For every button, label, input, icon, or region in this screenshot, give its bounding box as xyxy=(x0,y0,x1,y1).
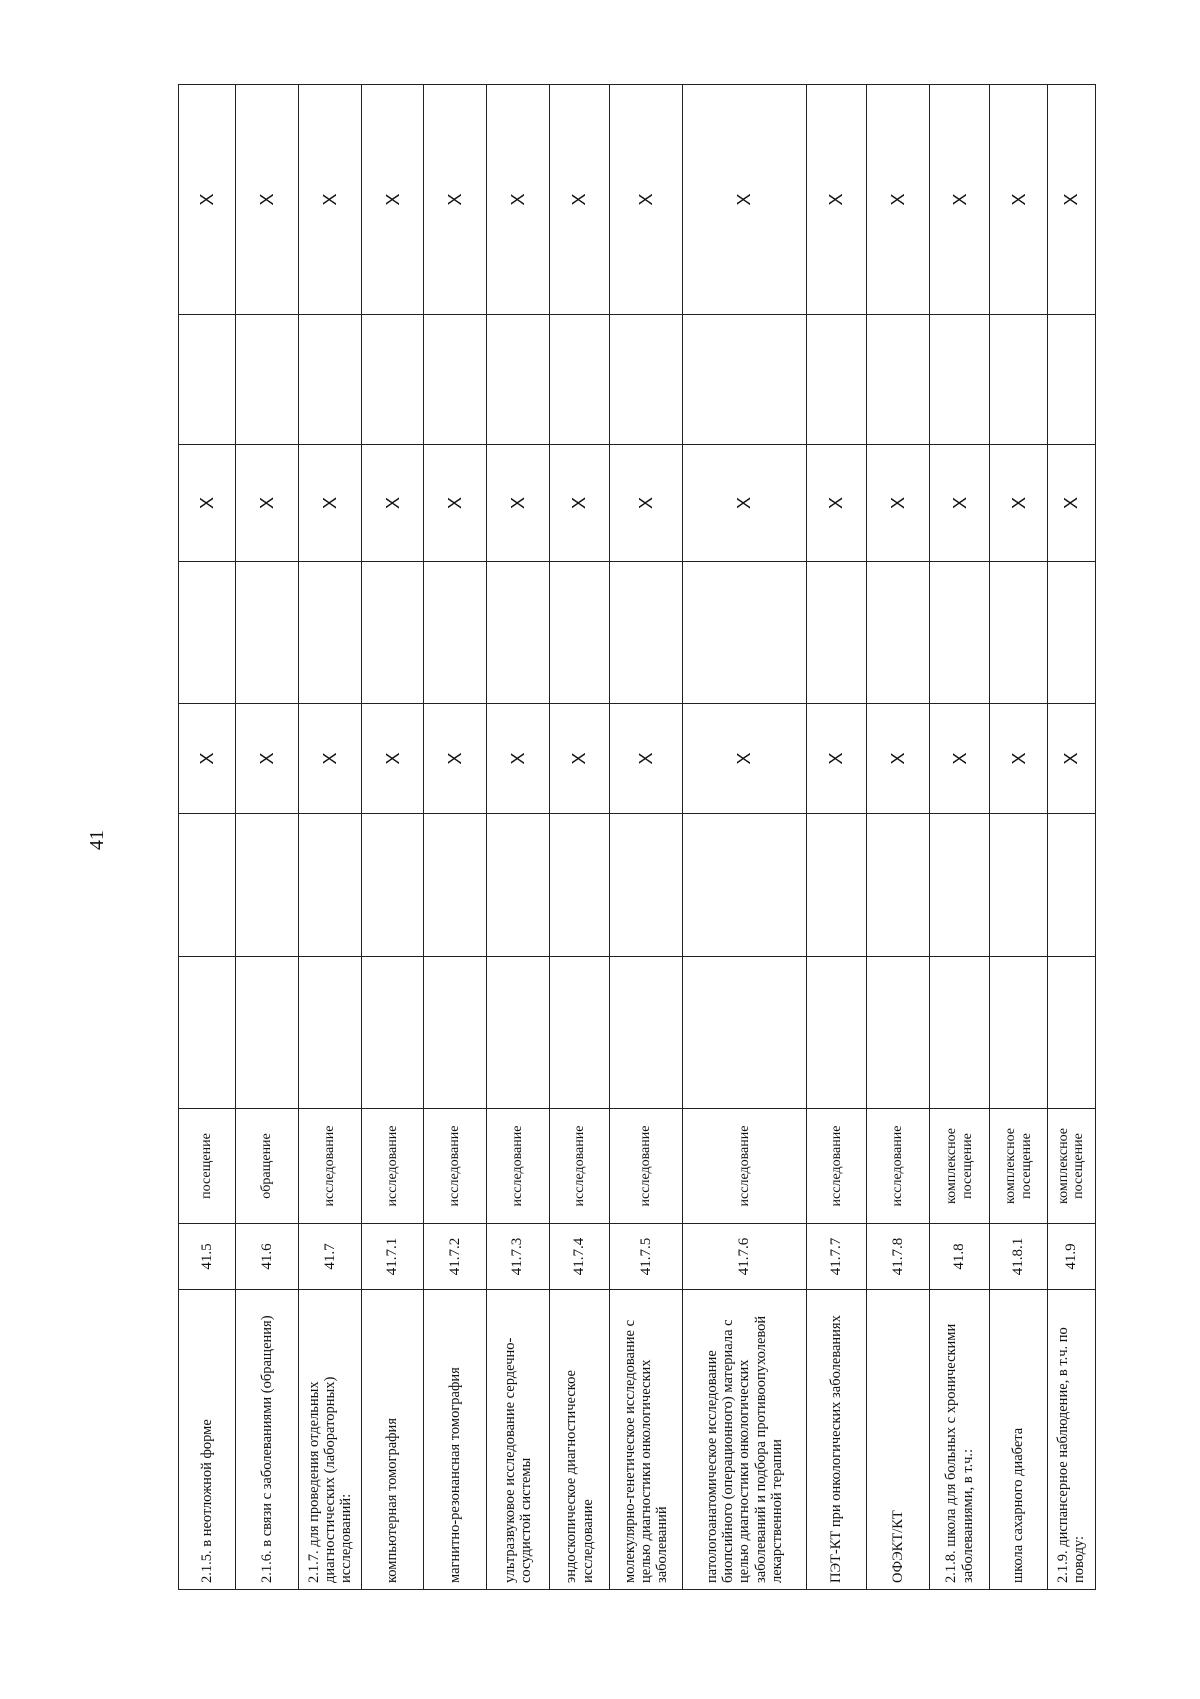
table-row xyxy=(179,85,236,1590)
cell-mark: X xyxy=(929,445,990,562)
cell-mark: X xyxy=(610,445,683,562)
row-code: 41.7.5 xyxy=(610,1224,683,1290)
cell-mark: X xyxy=(990,85,1047,315)
cell-mark xyxy=(549,315,610,445)
row-name: 2.1.9. диспансерное наблюдение, в т.ч. по поводу: xyxy=(1047,1290,1095,1590)
cell-mark: X xyxy=(361,445,424,562)
row-unit: исследование xyxy=(549,1109,610,1224)
table-rotated-wrapper xyxy=(178,85,1096,1590)
row-unit: комплексное посещение xyxy=(1047,1109,1095,1224)
table-row xyxy=(867,85,930,1590)
cell-mark: X xyxy=(549,85,610,315)
table-row xyxy=(299,85,362,1590)
row-name: магнитно-резонансная томография xyxy=(424,1290,487,1590)
cell-mark: X xyxy=(549,445,610,562)
cell-mark: X xyxy=(683,85,806,315)
cell-mark xyxy=(299,315,362,445)
row-unit: посещение xyxy=(179,1109,236,1224)
row-name: 2.1.6. в связи с заболеваниями (обращения) xyxy=(236,1290,299,1590)
table-body xyxy=(179,85,1096,1590)
table-row xyxy=(424,85,487,1590)
cell-mark xyxy=(487,315,550,445)
cell-mark: X xyxy=(487,445,550,562)
row-unit: исследование xyxy=(361,1109,424,1224)
table-row xyxy=(806,85,867,1590)
row-unit: комплексное посещение xyxy=(929,1109,990,1224)
cell-mark: X xyxy=(1047,85,1095,315)
cell-mark xyxy=(806,957,867,1109)
cell-mark xyxy=(1047,957,1095,1109)
cell-mark xyxy=(867,562,930,704)
cell-mark: X xyxy=(299,445,362,562)
cell-mark xyxy=(683,315,806,445)
row-name: компьютерная томография xyxy=(361,1290,424,1590)
cell-mark xyxy=(683,814,806,957)
cell-mark: X xyxy=(549,704,610,814)
cell-mark xyxy=(1047,315,1095,445)
row-unit: исследование xyxy=(424,1109,487,1224)
cell-mark xyxy=(361,315,424,445)
row-name: 2.1.8. школа для больных с хроническими заболеваниями, в т.ч.: xyxy=(929,1290,990,1590)
row-unit: исследование xyxy=(487,1109,550,1224)
cell-mark xyxy=(487,957,550,1109)
cell-mark xyxy=(990,315,1047,445)
cell-mark: X xyxy=(487,85,550,315)
cell-mark: X xyxy=(929,85,990,315)
row-code: 41.7.7 xyxy=(806,1224,867,1290)
cell-mark: X xyxy=(683,445,806,562)
row-unit: исследование xyxy=(299,1109,362,1224)
cell-mark xyxy=(487,814,550,957)
cell-mark: X xyxy=(424,704,487,814)
row-code: 41.7.2 xyxy=(424,1224,487,1290)
row-code: 41.8 xyxy=(929,1224,990,1290)
cell-mark: X xyxy=(867,704,930,814)
cell-mark: X xyxy=(990,445,1047,562)
row-code: 41.7.1 xyxy=(361,1224,424,1290)
row-code: 41.7.4 xyxy=(549,1224,610,1290)
row-unit: комплексное посещение xyxy=(990,1109,1047,1224)
row-code: 41.6 xyxy=(236,1224,299,1290)
cell-mark xyxy=(424,814,487,957)
cell-mark: X xyxy=(179,704,236,814)
cell-mark: X xyxy=(990,704,1047,814)
cell-mark xyxy=(179,814,236,957)
cell-mark xyxy=(549,562,610,704)
cell-mark: X xyxy=(299,704,362,814)
cell-mark xyxy=(424,315,487,445)
page-number: 41 xyxy=(86,830,108,850)
row-name: ОФЭКТ/КТ xyxy=(867,1290,930,1590)
cell-mark: X xyxy=(299,85,362,315)
cell-mark: X xyxy=(236,445,299,562)
cell-mark xyxy=(361,957,424,1109)
row-name: эндоскопическое диагностическое исследование xyxy=(549,1290,610,1590)
table-row xyxy=(487,85,550,1590)
cell-mark xyxy=(424,562,487,704)
cell-mark: X xyxy=(487,704,550,814)
row-code: 41.7.6 xyxy=(683,1224,806,1290)
cell-mark xyxy=(361,562,424,704)
row-name: ПЭТ-КТ при онкологических заболеваниях xyxy=(806,1290,867,1590)
row-name: молекулярно-генетическое исследование с целью диагностики онкологических заболеваний xyxy=(610,1290,683,1590)
table-row xyxy=(549,85,610,1590)
cell-mark xyxy=(683,957,806,1109)
cell-mark xyxy=(806,315,867,445)
cell-mark: X xyxy=(806,445,867,562)
cell-mark xyxy=(806,814,867,957)
row-name: ультразвуковое исследование сердечно-сосудистой системы xyxy=(487,1290,550,1590)
row-code: 41.8.1 xyxy=(990,1224,1047,1290)
cell-mark xyxy=(867,957,930,1109)
table-row xyxy=(990,85,1047,1590)
cell-mark xyxy=(487,562,550,704)
data-table xyxy=(178,84,1096,1590)
cell-mark xyxy=(1047,814,1095,957)
cell-mark: X xyxy=(361,85,424,315)
cell-mark xyxy=(610,315,683,445)
cell-mark: X xyxy=(424,85,487,315)
cell-mark xyxy=(929,814,990,957)
cell-mark xyxy=(179,562,236,704)
cell-mark xyxy=(990,814,1047,957)
cell-mark xyxy=(236,562,299,704)
cell-mark xyxy=(610,814,683,957)
cell-mark xyxy=(549,957,610,1109)
cell-mark: X xyxy=(929,704,990,814)
row-code: 41.9 xyxy=(1047,1224,1095,1290)
row-code: 41.7.8 xyxy=(867,1224,930,1290)
cell-mark: X xyxy=(236,85,299,315)
cell-mark xyxy=(990,957,1047,1109)
table-row xyxy=(361,85,424,1590)
cell-mark xyxy=(549,814,610,957)
cell-mark xyxy=(683,562,806,704)
row-name: 2.1.7. для проведения отдельных диагностических (лабораторных) исследований: xyxy=(299,1290,362,1590)
row-code: 41.5 xyxy=(179,1224,236,1290)
cell-mark: X xyxy=(361,704,424,814)
cell-mark: X xyxy=(424,445,487,562)
cell-mark: X xyxy=(867,85,930,315)
row-name: патологоанатомическое исследование биопсийного (операционного) материала с целью диагностики онкологических заболеваний и подбора противоопухолевой лекарственной терапии xyxy=(683,1290,806,1590)
cell-mark: X xyxy=(236,704,299,814)
cell-mark xyxy=(299,562,362,704)
cell-mark xyxy=(179,957,236,1109)
cell-mark xyxy=(867,814,930,957)
cell-mark: X xyxy=(806,704,867,814)
table-row xyxy=(236,85,299,1590)
row-unit: исследование xyxy=(683,1109,806,1224)
cell-mark: X xyxy=(610,704,683,814)
cell-mark: X xyxy=(806,85,867,315)
cell-mark xyxy=(806,562,867,704)
cell-mark xyxy=(299,957,362,1109)
table-row xyxy=(610,85,683,1590)
table-row xyxy=(929,85,990,1590)
row-code: 41.7.3 xyxy=(487,1224,550,1290)
cell-mark xyxy=(610,562,683,704)
cell-mark xyxy=(1047,562,1095,704)
cell-mark xyxy=(929,562,990,704)
cell-mark: X xyxy=(867,445,930,562)
cell-mark xyxy=(990,562,1047,704)
cell-mark: X xyxy=(683,704,806,814)
cell-mark: X xyxy=(179,445,236,562)
table-row xyxy=(683,85,806,1590)
cell-mark xyxy=(236,957,299,1109)
row-unit: исследование xyxy=(806,1109,867,1224)
cell-mark xyxy=(236,814,299,957)
cell-mark: X xyxy=(610,85,683,315)
cell-mark xyxy=(610,957,683,1109)
row-unit: исследование xyxy=(610,1109,683,1224)
cell-mark xyxy=(179,315,236,445)
cell-mark xyxy=(236,315,299,445)
cell-mark xyxy=(867,315,930,445)
row-code: 41.7 xyxy=(299,1224,362,1290)
cell-mark xyxy=(424,957,487,1109)
cell-mark xyxy=(929,315,990,445)
row-unit: исследование xyxy=(867,1109,930,1224)
cell-mark: X xyxy=(1047,445,1095,562)
row-unit: обращение xyxy=(236,1109,299,1224)
cell-mark xyxy=(361,814,424,957)
cell-mark: X xyxy=(1047,704,1095,814)
row-name: школа сахарного диабета xyxy=(990,1290,1047,1590)
row-name: 2.1.5. в неотложной форме xyxy=(179,1290,236,1590)
cell-mark xyxy=(299,814,362,957)
cell-mark: X xyxy=(179,85,236,315)
table-row xyxy=(1047,85,1095,1590)
cell-mark xyxy=(929,957,990,1109)
